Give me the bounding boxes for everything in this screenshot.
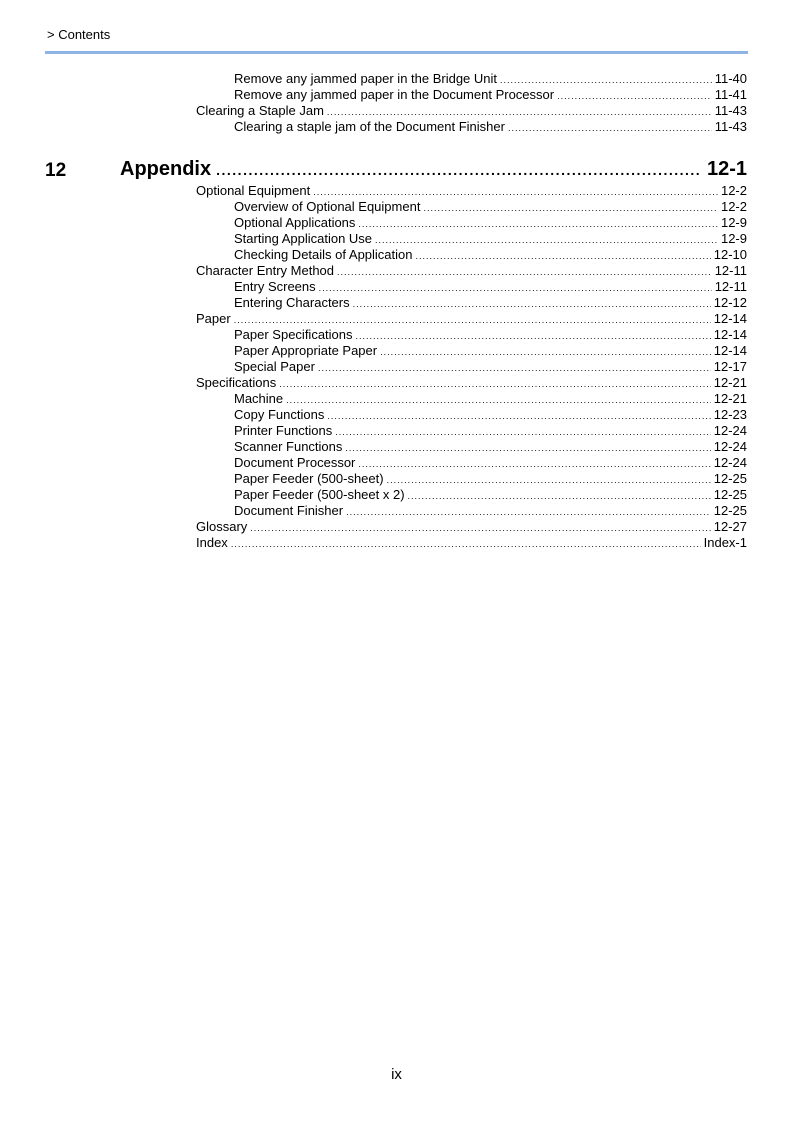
toc-entry[interactable] <box>234 71 747 88</box>
dot-leader <box>318 360 711 376</box>
breadcrumb: > Contents <box>47 27 111 42</box>
dot-leader <box>337 264 712 280</box>
dot-leader <box>313 184 718 200</box>
toc-entry-title: Document Finisher <box>234 503 344 518</box>
dot-leader <box>234 312 711 328</box>
toc-entry-title: Index <box>196 535 228 550</box>
header-divider <box>45 51 748 54</box>
toc-entry-title: Checking Details of Application <box>234 247 413 262</box>
toc-entry[interactable] <box>234 247 747 264</box>
toc-entry[interactable] <box>234 231 747 248</box>
dot-leader <box>346 504 711 520</box>
toc-entry-title: Clearing a Staple Jam <box>196 103 324 118</box>
toc-entry-title: Paper Appropriate Paper <box>234 343 378 358</box>
toc-entry-page: 12-25 <box>713 487 747 502</box>
toc-entry[interactable] <box>196 535 747 552</box>
toc-entry[interactable] <box>196 375 747 392</box>
toc-entry-title: Glossary <box>196 519 248 534</box>
toc-entry-page: 12-24 <box>713 455 747 470</box>
toc-entry-page: 11-43 <box>714 119 747 134</box>
dot-leader <box>557 88 712 104</box>
chapter-number: 12 <box>45 160 67 181</box>
dot-leader <box>279 376 711 392</box>
toc-entry-page: 12-14 <box>713 343 747 358</box>
toc-entry[interactable] <box>234 471 747 488</box>
toc-entry-page: 12-27 <box>713 519 747 534</box>
toc-entry[interactable] <box>234 423 747 440</box>
toc-entry[interactable] <box>234 327 747 344</box>
toc-entry[interactable] <box>234 391 747 408</box>
toc-entry[interactable] <box>196 311 747 328</box>
toc-entry-page: 11-43 <box>714 103 747 118</box>
toc-entry-page: 12-25 <box>713 503 747 518</box>
toc-entry[interactable] <box>234 439 747 456</box>
toc-entry-page: 12-14 <box>713 311 747 326</box>
toc-entry-page: 12-11 <box>714 263 747 278</box>
toc-entry[interactable] <box>234 359 747 376</box>
toc-entry[interactable] <box>196 183 747 200</box>
dot-leader <box>508 120 712 136</box>
dot-leader <box>353 296 711 312</box>
dot-leader <box>327 104 712 120</box>
toc-entry-title: Paper Specifications <box>234 327 353 342</box>
dot-leader <box>380 344 711 360</box>
toc-entry-title: Starting Application Use <box>234 231 373 246</box>
toc-entry-page: 12-17 <box>713 359 747 374</box>
dot-leader <box>231 536 701 552</box>
toc-entry-title: Character Entry Method <box>196 263 335 278</box>
dot-leader <box>319 280 712 296</box>
toc-entry-page: 12-9 <box>720 231 747 246</box>
dot-leader <box>327 408 710 424</box>
dot-leader <box>286 392 711 408</box>
toc-entry-title: Paper Feeder (500-sheet x 2) <box>234 487 405 502</box>
toc-entry[interactable] <box>234 487 747 504</box>
toc-entry[interactable] <box>234 295 747 312</box>
toc-entry[interactable] <box>196 103 747 120</box>
dot-leader <box>408 488 711 504</box>
toc-entry-page: 12-14 <box>713 327 747 342</box>
toc-entry-title: Optional Equipment <box>196 183 311 198</box>
dot-leader <box>387 472 711 488</box>
chapter-page: 12-1 <box>706 158 747 180</box>
toc-entry-page: 11-40 <box>714 71 747 86</box>
toc-entry-title: Entry Screens <box>234 279 316 294</box>
toc-entry-title: Machine <box>234 391 284 406</box>
toc-entry-title: Special Paper <box>234 359 315 374</box>
dot-leader <box>416 248 711 264</box>
toc-entry-page: Index-1 <box>703 535 747 550</box>
dot-leader <box>216 162 702 178</box>
toc-entry-title: Document Processor <box>234 455 356 470</box>
toc-entry-page: 12-21 <box>713 375 747 390</box>
toc-entry-title: Remove any jammed paper in the Document Processor <box>234 87 555 102</box>
toc-entry-page: 12-2 <box>720 199 747 214</box>
toc-entry[interactable] <box>234 503 747 520</box>
page-number: ix <box>391 1066 402 1083</box>
toc-entry-title: Paper Feeder (500-sheet) <box>234 471 384 486</box>
dot-leader <box>250 520 710 536</box>
toc-entry-page: 12-23 <box>713 407 747 422</box>
dot-leader <box>356 328 711 344</box>
toc-entry-title: Paper <box>196 311 231 326</box>
toc-entry-page: 12-2 <box>720 183 747 198</box>
toc-entry-title: Remove any jammed paper in the Bridge Unit <box>234 71 498 86</box>
toc-entry-title: Scanner Functions <box>234 439 343 454</box>
toc-entry[interactable] <box>234 215 747 232</box>
dot-leader <box>375 232 718 248</box>
dot-leader <box>500 72 712 88</box>
toc-entry-page: 12-10 <box>713 247 747 262</box>
dot-leader <box>358 216 718 232</box>
toc-entry[interactable] <box>234 407 747 424</box>
toc-entry[interactable] <box>234 119 747 136</box>
dot-leader <box>335 424 710 440</box>
toc-entry-title: Optional Applications <box>234 215 356 230</box>
toc-entry-title: Entering Characters <box>234 295 350 310</box>
toc-entry-page: 12-24 <box>713 439 747 454</box>
dot-leader <box>358 456 710 472</box>
toc-entry-page: 12-11 <box>714 279 747 294</box>
toc-entry-page: 11-41 <box>714 87 747 102</box>
toc-entry[interactable] <box>234 87 747 104</box>
toc-entry[interactable] <box>234 279 747 296</box>
toc-entry-title: Overview of Optional Equipment <box>234 199 421 214</box>
toc-entry[interactable] <box>196 263 747 280</box>
dot-leader <box>423 200 718 216</box>
toc-entry-page: 12-25 <box>713 471 747 486</box>
toc-entry[interactable] <box>234 455 747 472</box>
toc-entry-title: Specifications <box>196 375 277 390</box>
toc-entry-page: 12-24 <box>713 423 747 438</box>
dot-leader <box>345 440 710 456</box>
toc-entry-title: Copy Functions <box>234 407 325 422</box>
chapter-heading[interactable] <box>120 158 747 181</box>
toc-entry-page: 12-9 <box>720 215 747 230</box>
toc-entry-page: 12-12 <box>713 295 747 310</box>
toc-entry-page: 12-21 <box>713 391 747 406</box>
toc-entry[interactable] <box>234 343 747 360</box>
toc-entry-title: Printer Functions <box>234 423 333 438</box>
toc-entry[interactable] <box>234 199 747 216</box>
toc-entry-title: Clearing a staple jam of the Document Finisher <box>234 119 505 134</box>
chapter-title: Appendix <box>120 158 212 180</box>
toc-entry[interactable] <box>196 519 747 536</box>
